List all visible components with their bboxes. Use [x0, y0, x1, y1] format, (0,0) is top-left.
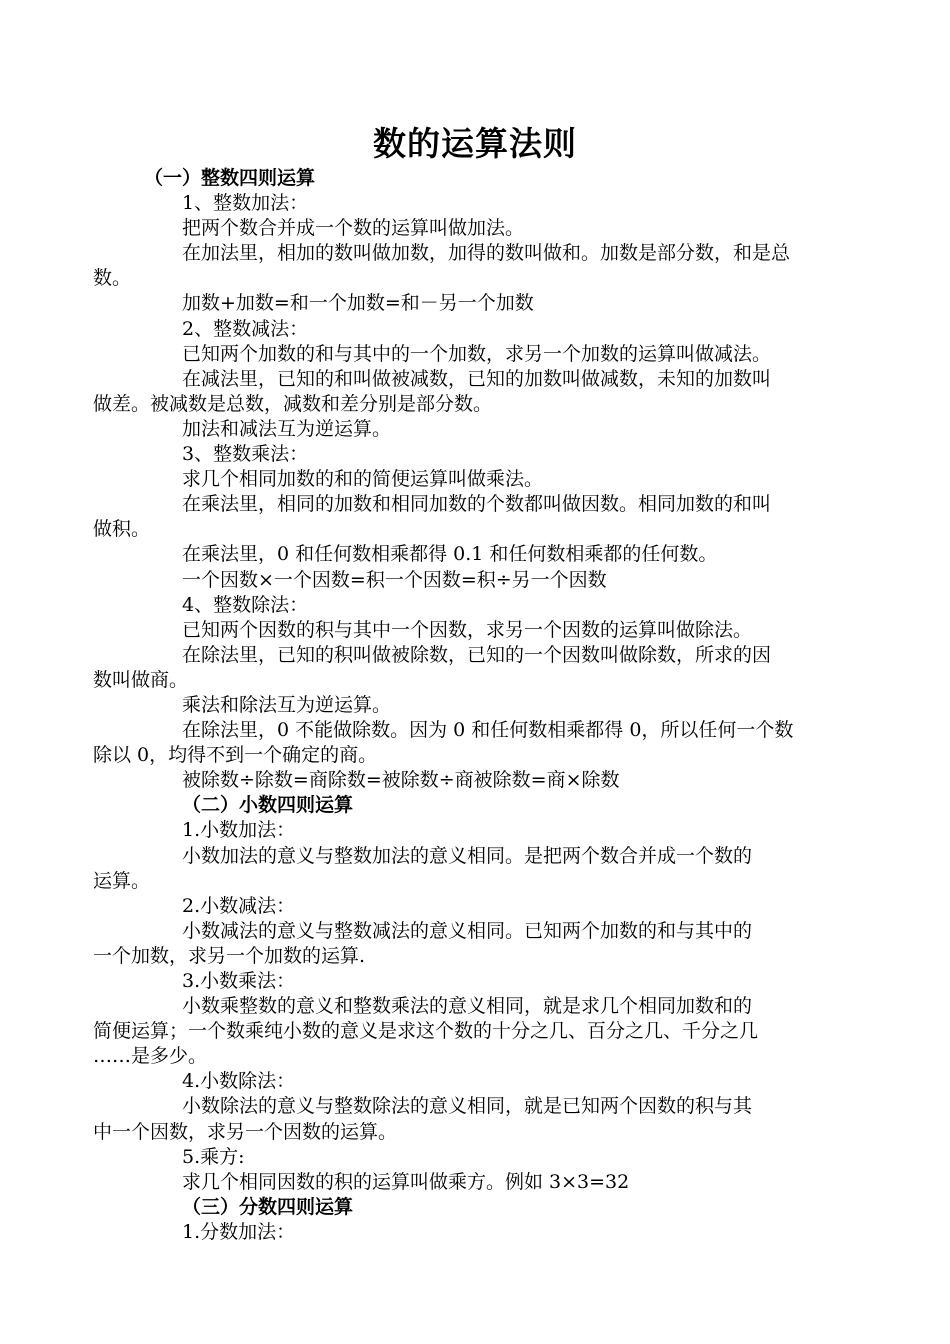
formula-line: 被除数÷除数=商除数=被除数÷商被除数=商×除数: [182, 769, 620, 792]
section-heading-fraction: （三）分数四则运算: [182, 1195, 354, 1218]
paragraph-line: 做积。: [93, 518, 151, 541]
paragraph-line: ……是多少。: [93, 1045, 208, 1068]
formula-line: 加数+加数=和一个加数=和－另一个加数: [182, 292, 534, 315]
paragraph-line: 小数乘整数的意义和整数乘法的意义相同，就是求几个相同加数和的: [182, 995, 753, 1018]
formula-line: 一个因数×一个因数=积一个因数=积÷另一个因数: [182, 568, 607, 591]
paragraph-line: 数叫做商。: [93, 668, 189, 691]
subheading-decimal-addition: 1.小数加法：: [182, 819, 296, 842]
subheading-fraction-addition: 1.分数加法：: [182, 1220, 296, 1243]
paragraph-line: 在减法里，已知的和叫做被减数，已知的加数叫做减数，未知的加数叫: [182, 367, 772, 390]
paragraph-line: 在除法里，已知的积叫做被除数，已知的一个因数叫做除数，所求的因: [182, 643, 772, 666]
paragraph-line: 中一个因数，求另一个因数的运算。: [93, 1120, 398, 1143]
paragraph-line: 一个加数，求另一个加数的运算.: [93, 944, 366, 967]
paragraph-line: 小数除法的意义与整数除法的意义相同，就是已知两个因数的积与其: [182, 1095, 753, 1118]
paragraph-line: 在乘法里，0 和任何数相乘都得 0.1 和任何数相乘都的任何数。: [182, 543, 718, 566]
paragraph-line: 小数减法的意义与整数减法的意义相同。已知两个加数的和与其中的: [182, 919, 753, 942]
paragraph-line: 求几个相同加数的和的简便运算叫做乘法。: [182, 468, 544, 491]
subheading-integer-subtraction: 2、整数减法：: [182, 317, 309, 340]
paragraph-line: 简便运算；一个数乘纯小数的意义是求这个数的十分之几、百分之几、千分之几: [93, 1020, 759, 1043]
subheading-decimal-multiplication: 3.小数乘法：: [182, 970, 296, 992]
subheading-power: 5.乘方:: [182, 1145, 245, 1168]
paragraph-line: 加法和减法互为逆运算。: [182, 417, 392, 440]
page-title: 数的运算法则: [373, 124, 577, 163]
paragraph-line: 小数加法的意义与整数加法的意义相同。是把两个数合并成一个数的: [182, 844, 753, 867]
subheading-integer-multiplication: 3、整数乘法：: [182, 443, 309, 466]
paragraph-line: 已知两个加数的和与其中的一个加数，求另一个加数的运算叫做减法。: [182, 342, 772, 365]
paragraph-line: 在除法里，0 不能做除数。因为 0 和任何数相乘都得 0，所以任何一个数: [182, 719, 794, 742]
paragraph-line: 在加法里，相加的数叫做加数，加得的数叫做和。加数是部分数，和是总: [182, 242, 791, 265]
paragraph-line: 做差。被减数是总数，减数和差分别是部分数。: [93, 392, 493, 415]
section-heading-decimal: （二）小数四则运算: [182, 794, 354, 817]
paragraph-line: 把两个数合并成一个数的运算叫做加法。: [182, 217, 525, 240]
subheading-decimal-division: 4.小数除法：: [182, 1070, 296, 1093]
paragraph-line: 已知两个因数的积与其中一个因数，求另一个因数的运算叫做除法。: [182, 618, 753, 641]
paragraph-line: 除以 0，均得不到一个确定的商。: [93, 744, 378, 767]
paragraph-line: 求几个相同因数的积的运算叫做乘方。例如 3×3=32: [182, 1170, 630, 1193]
document-body: [93, 166, 863, 1245]
paragraph-line: 运算。: [93, 869, 151, 892]
subheading-decimal-subtraction: 2.小数减法：: [182, 894, 296, 917]
subheading-integer-addition: 1、整数加法：: [182, 192, 309, 215]
paragraph-line: 乘法和除法互为逆运算。: [182, 693, 392, 716]
section-heading-integer: （一）整数四则运算: [144, 167, 316, 189]
paragraph-line: 在乘法里，相同的加数和相同加数的个数都叫做因数。相同加数的和叫: [182, 493, 772, 516]
subheading-integer-division: 4、整数除法：: [182, 593, 309, 616]
paragraph-line: 数。: [93, 267, 132, 290]
